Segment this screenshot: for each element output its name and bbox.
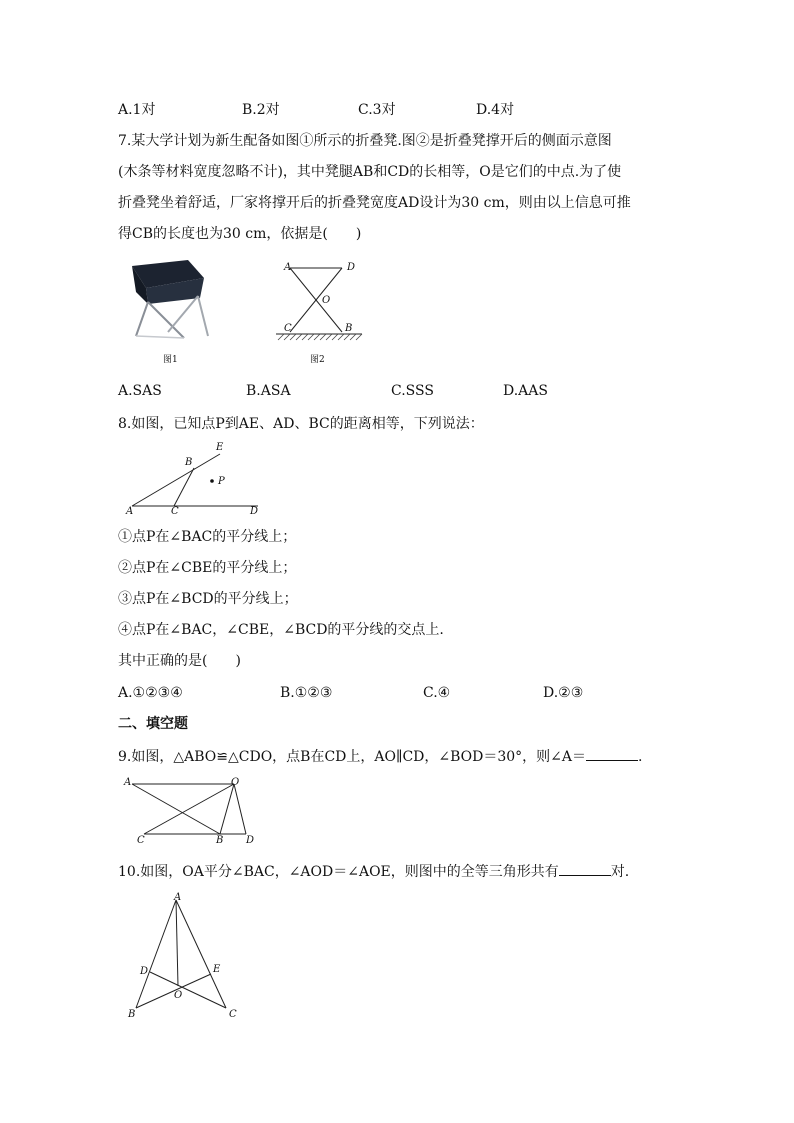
q8-statement-2: ②点P在∠CBE的平分线上； bbox=[118, 560, 297, 576]
segment-ab bbox=[132, 784, 220, 834]
q6-option-a: A.1对 bbox=[118, 102, 156, 118]
q10-label-a: A bbox=[174, 892, 182, 903]
segment-ac bbox=[176, 900, 226, 1008]
q6-option-b: B.2对 bbox=[242, 102, 280, 118]
fig2-label-c: C bbox=[284, 323, 292, 334]
q6-option-d: D.4对 bbox=[476, 102, 515, 118]
q7-line-4: 得CB的长度也为30 cm，依据是( ) bbox=[118, 226, 362, 242]
fig2-label-b: B bbox=[345, 323, 353, 334]
q9-label-c: C bbox=[137, 835, 145, 846]
q9-label-b: B bbox=[216, 835, 224, 846]
q10-label-b: B bbox=[128, 1009, 136, 1020]
q8-label-c: C bbox=[171, 506, 179, 517]
q8-option-b: B.①②③ bbox=[280, 685, 333, 701]
point-p bbox=[210, 479, 214, 483]
fig2-label-a: A bbox=[284, 262, 292, 273]
q6-option-c: C.3对 bbox=[358, 102, 396, 118]
segment-co bbox=[144, 784, 234, 834]
q9-label-a: A bbox=[124, 777, 132, 788]
q10-label-e: E bbox=[213, 964, 221, 975]
figure-2-caption: 图2 bbox=[310, 355, 325, 365]
folding-stool-figure bbox=[126, 258, 218, 342]
q7-option-a: A.SAS bbox=[118, 383, 162, 399]
q10-figure bbox=[126, 890, 246, 1020]
q9-answer-blank bbox=[586, 746, 638, 761]
q8-label-d: D bbox=[250, 506, 259, 517]
q7-option-c: C.SSS bbox=[391, 383, 434, 399]
q9-text bbox=[118, 746, 642, 767]
q9-label-o: O bbox=[231, 777, 240, 788]
q8-statement-3: ③点P在∠BCD的平分线上； bbox=[118, 591, 298, 607]
q10-answer-blank bbox=[559, 861, 611, 876]
q10-stem: 10.如图，OA平分∠BAC，∠AOD＝∠AOE，则图中的全等三角形共有 bbox=[118, 864, 559, 880]
fig2-label-o: O bbox=[322, 295, 331, 306]
segment-od bbox=[234, 784, 246, 834]
q8-question: 其中正确的是( ) bbox=[118, 653, 241, 669]
figure-1-caption: 图1 bbox=[163, 355, 178, 365]
section-heading: 二、填空题 bbox=[118, 716, 188, 732]
q7-line-2: (木条等材料宽度忽略不计)，其中凳腿AB和CD的长相等，O是它们的中点.为了使 bbox=[118, 164, 622, 180]
q8-label-a: A bbox=[126, 506, 134, 517]
q9-tail: . bbox=[638, 749, 643, 765]
segment-cd bbox=[150, 972, 226, 1008]
q10-label-d: D bbox=[140, 966, 149, 977]
q10-tail: 对. bbox=[610, 864, 630, 880]
q8-figure bbox=[126, 440, 266, 516]
q7-line-3: 折叠凳坐着舒适，厂家将撑开后的折叠凳宽度AD设计为30 cm，则由以上信息可推 bbox=[118, 195, 631, 211]
q7-option-d: D.AAS bbox=[503, 383, 548, 399]
q8-label-b: B bbox=[185, 457, 193, 468]
segment-ab bbox=[136, 900, 176, 1008]
segment-ob bbox=[220, 784, 234, 834]
q8-label-e: E bbox=[216, 442, 224, 453]
q7-option-b: B.ASA bbox=[246, 383, 291, 399]
q8-stem: 8.如图，已知点P到AE、AD、BC的距离相等，下列说法： bbox=[118, 416, 484, 432]
q7-line-1: 7.某大学计划为新生配备如图①所示的折叠凳.图②是折叠凳撑开后的侧面示意图 bbox=[118, 133, 612, 149]
ray-ae bbox=[132, 454, 220, 506]
q8-label-p: P bbox=[218, 476, 225, 487]
q8-option-a: A.①②③④ bbox=[118, 685, 183, 701]
q10-label-c: C bbox=[229, 1009, 237, 1020]
segment-bc bbox=[174, 468, 194, 506]
q8-option-d: D.②③ bbox=[543, 685, 584, 701]
q9-label-d: D bbox=[246, 835, 255, 846]
fig2-label-d: D bbox=[347, 262, 356, 273]
segment-ao bbox=[176, 900, 178, 986]
q10-text bbox=[118, 861, 629, 882]
q9-stem: 9.如图，△ABO≌△CDO，点B在CD上，AO∥CD，∠BOD＝30°，则∠A＝ bbox=[118, 749, 587, 765]
q8-statement-4: ④点P在∠BAC，∠CBE，∠BCD的平分线的交点上. bbox=[118, 622, 444, 638]
q8-statement-1: ①点P在∠BAC的平分线上； bbox=[118, 529, 297, 545]
q8-option-c: C.④ bbox=[423, 685, 451, 701]
ground-hatching bbox=[278, 334, 362, 340]
q10-label-o: O bbox=[174, 990, 183, 1001]
